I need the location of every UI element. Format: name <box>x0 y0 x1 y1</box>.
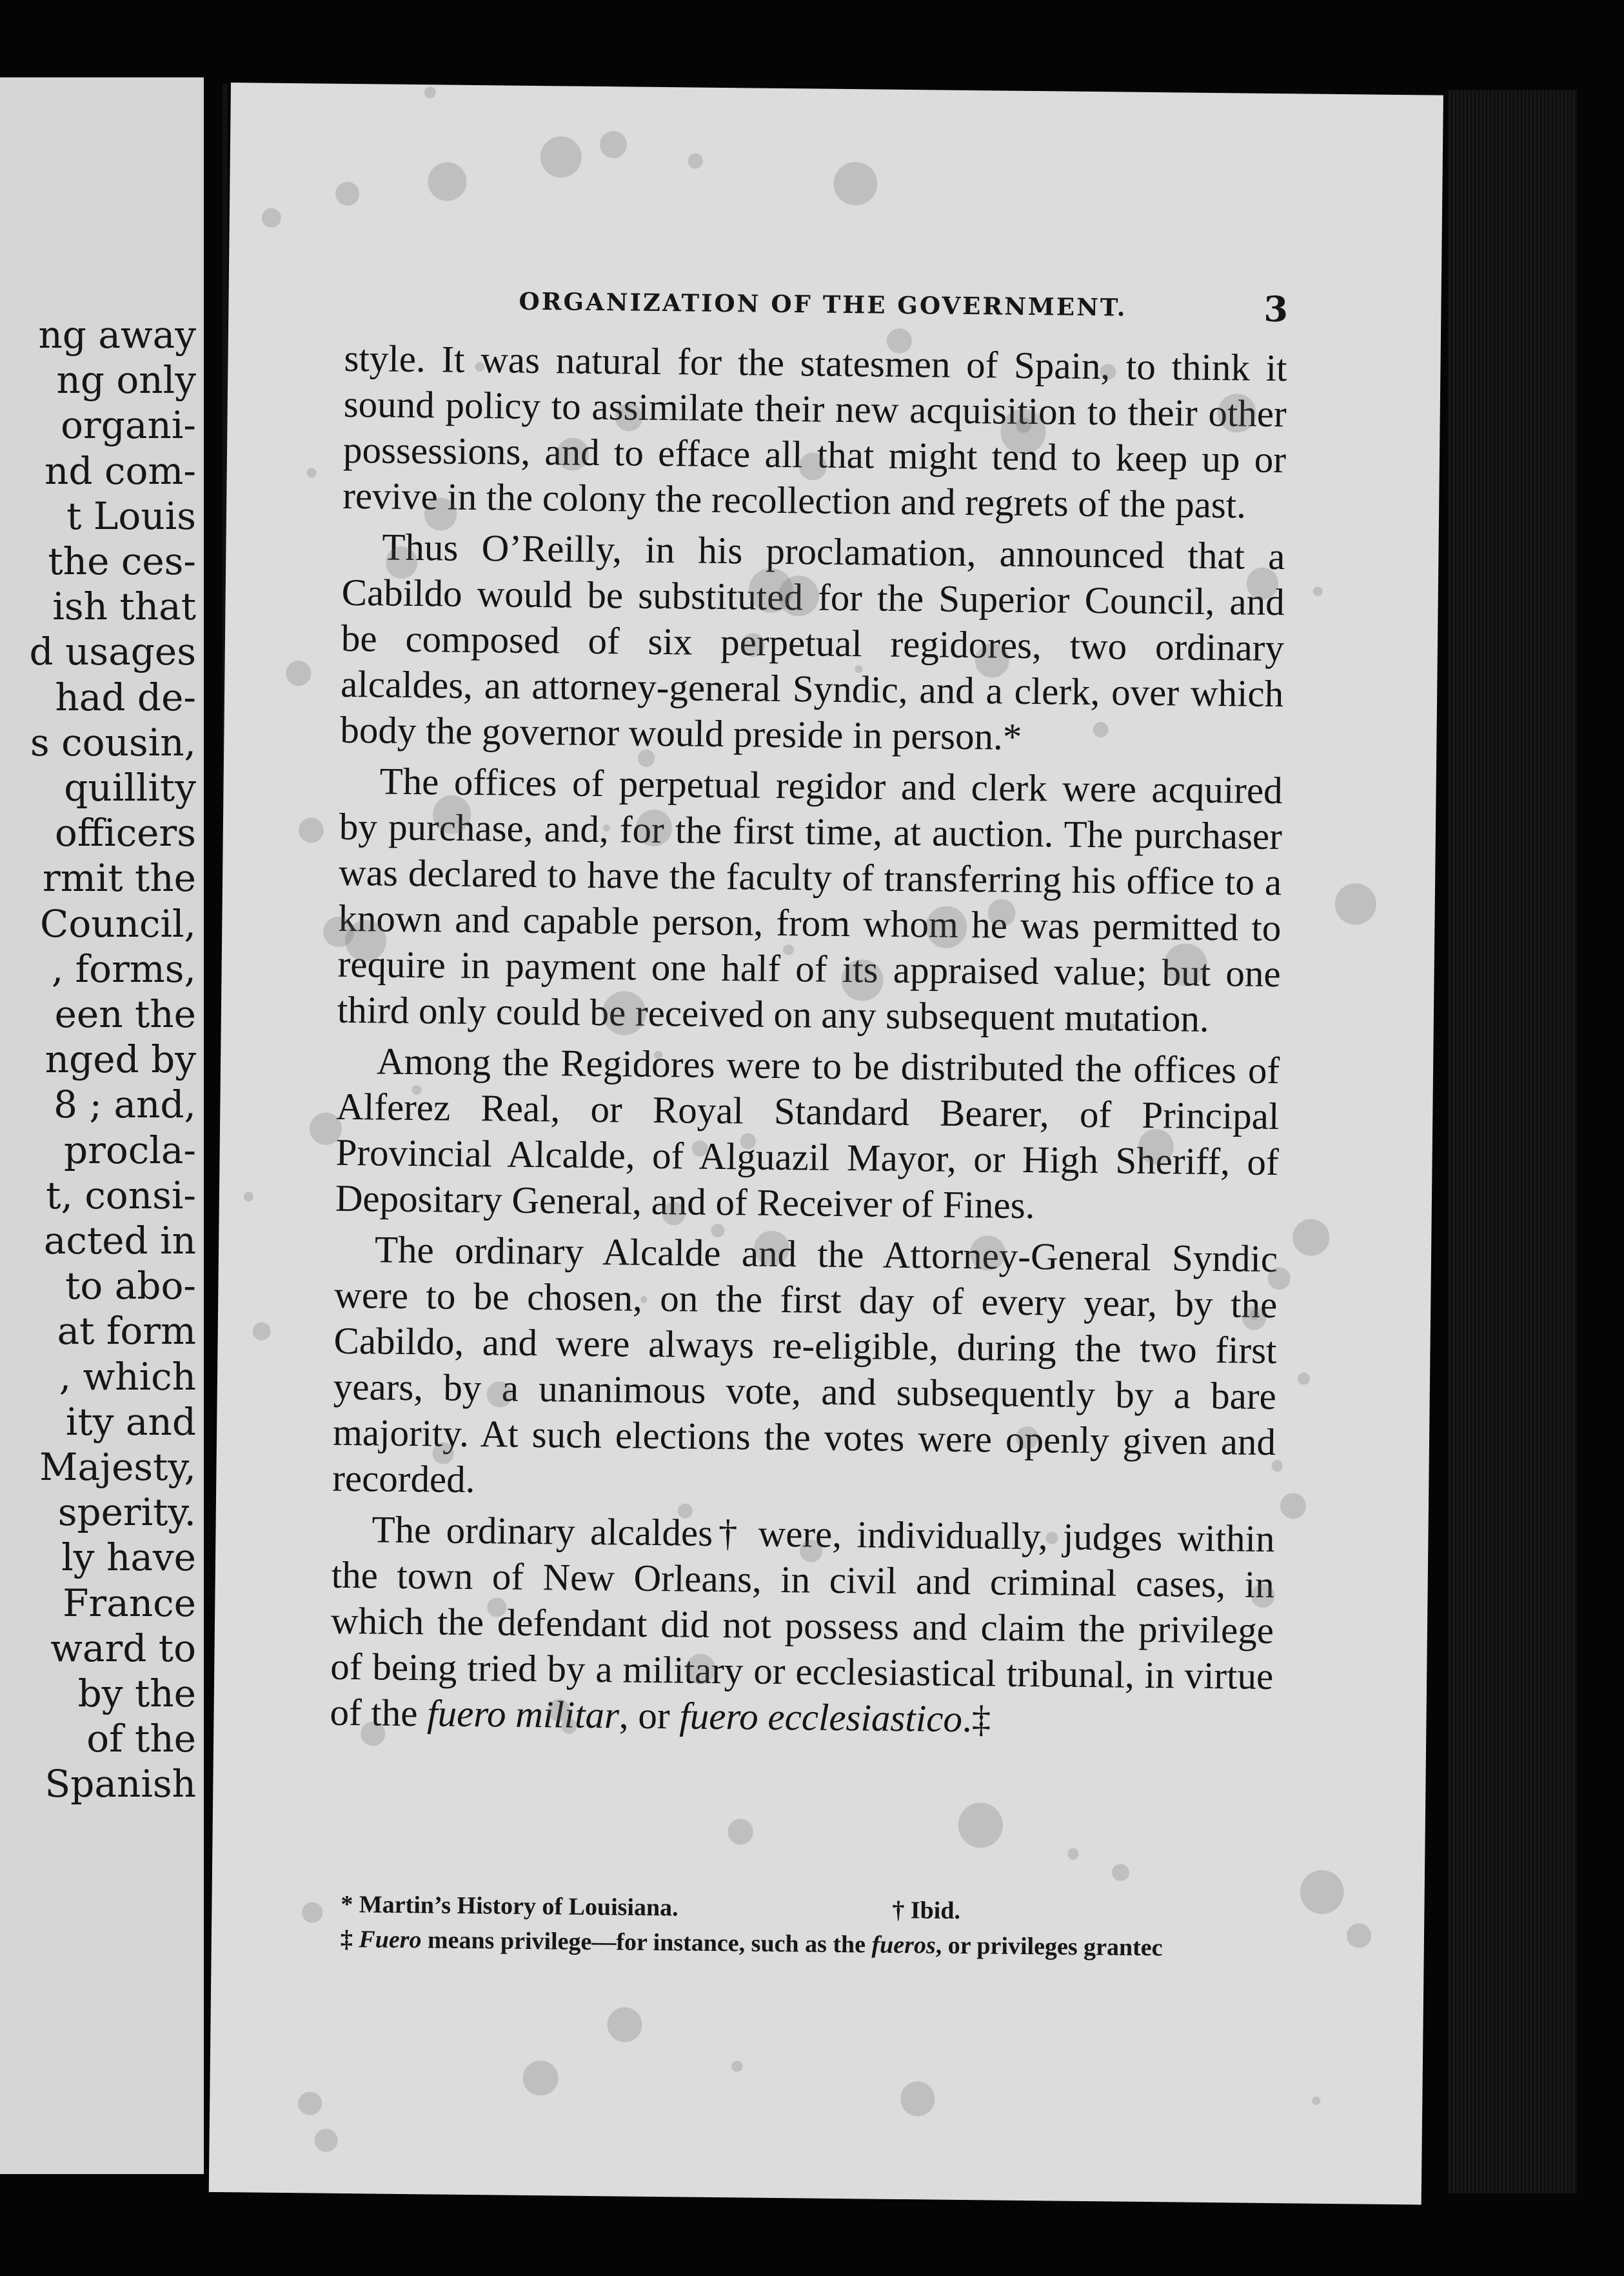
text: , or <box>619 1693 680 1737</box>
facing-page-line: ity and <box>65 1399 196 1444</box>
paper-speck <box>1335 883 1376 924</box>
italic-term: Fuero <box>359 1926 422 1954</box>
paper-speck <box>900 2081 935 2116</box>
facing-page-line: Majesty, <box>39 1445 196 1489</box>
paper-speck <box>783 944 794 955</box>
facing-page-line: s cousin, <box>30 720 196 764</box>
facing-page-line: at form <box>57 1309 196 1353</box>
facing-page-line: Spanish <box>45 1762 196 1806</box>
paper-speck <box>432 1442 454 1464</box>
paper-speck <box>1347 1923 1371 1948</box>
paper-speck <box>833 161 877 205</box>
paragraph: The offices of perpetual regidor and clerk were acquired by purchase, and, for the first time, at auction. The purchaser was declared to have the faculty of transferring his office to a known and capable person, from whom he was permitted to require in payment one half of its appraised value; but one third only could be received on any subsequent mutation. <box>337 759 1283 1040</box>
paper-speck <box>1045 1532 1058 1544</box>
paper-speck <box>307 468 317 478</box>
paper-speck <box>638 750 655 767</box>
footnote-ibid: † Ibid. <box>892 1896 961 1924</box>
facing-page-line: , which <box>59 1354 196 1399</box>
facing-page-line: of the <box>86 1717 196 1761</box>
paper-speck <box>1313 586 1323 596</box>
facing-page-line: the ces- <box>48 539 196 583</box>
paper-speck <box>252 1323 271 1341</box>
paper-speck <box>1100 364 1116 379</box>
facing-page-line: quillity <box>64 766 196 810</box>
paper-speck <box>731 2061 742 2072</box>
paper-speck <box>428 162 466 201</box>
paragraph: style. It was natural for the statesmen of Spain, to think it sound policy to assimilate their new acquisition to their other possessions, and to efface all that might tend to keep up or revive in the colony the recollection and regrets of the past. <box>342 336 1287 526</box>
paper-speck <box>958 1802 1003 1848</box>
paper-speck <box>1292 1219 1330 1257</box>
text: The ordinary alcaldes† were, individually, judges within the town of New Orleans, in civil and criminal cases, in which the defendant did not possess and claim the privilege of being tried by a military or ecclesiastical tribunal, in virtue of the <box>330 1508 1275 1735</box>
facing-page-line: ng only <box>56 358 196 403</box>
paper-speck <box>754 1230 789 1266</box>
facing-page-line: t, consi- <box>46 1173 196 1217</box>
paper-speck <box>1217 394 1256 432</box>
facing-page-line: t Louis <box>66 494 196 538</box>
paper-speck <box>361 1722 386 1747</box>
paragraph: Among the Regidores were to be distributed the offices of Alferez Real, or Royal Standard Bearer, of Principal Provincial Alcalde, of Alguazil Mayor, or High Sheriff, of Depositary General, and of Receiver of Fines. <box>335 1039 1280 1227</box>
paragraph: The ordinary Alcalde and the Attorney-General Syndic were to be chosen, on the first day of every year, by the Cabildo, and were always re-eligible, during the two first years, by a unanimous vote, and subsequently by a bare majority. At such elections the votes were openly given and recorded. <box>332 1228 1278 1501</box>
italic-term: fuero ecclesiastico <box>679 1694 963 1741</box>
paper-speck <box>310 1113 342 1145</box>
paper-speck <box>262 208 281 227</box>
paper-speck <box>1298 1372 1311 1385</box>
book-page-edges <box>1448 90 1577 2193</box>
paper-speck <box>841 959 883 1001</box>
facing-page-line: acted in <box>43 1219 196 1263</box>
paper-speck <box>424 86 435 98</box>
facing-page-line: had de- <box>55 675 196 719</box>
paper-speck <box>1109 1024 1116 1031</box>
facing-page-line: procla- <box>64 1128 196 1172</box>
paper-speck <box>1067 1848 1079 1860</box>
paper-speck <box>540 136 582 177</box>
paper-speck <box>678 1503 693 1518</box>
paper-speck <box>886 328 912 354</box>
text: means privilege—for instance, such as the <box>421 1926 872 1959</box>
paper-speck <box>557 438 589 471</box>
paper-speck <box>600 131 627 158</box>
facing-page-line: organi- <box>61 403 196 448</box>
facing-page-line: Council, <box>39 901 196 946</box>
facing-page-line: sperity. <box>57 1490 196 1535</box>
paper-speck <box>1272 1460 1283 1471</box>
paper-speck <box>1300 1870 1344 1915</box>
paper-speck <box>1280 1493 1305 1519</box>
paper-speck <box>523 2060 559 2095</box>
footnote-fuero <box>341 1926 1163 1961</box>
facing-page-line: , forms, <box>51 946 196 991</box>
paper-speck <box>688 154 704 169</box>
paper-speck <box>640 1296 648 1303</box>
text: .‡ <box>962 1697 991 1741</box>
facing-page-line: nd com- <box>45 448 196 493</box>
paper-speck <box>926 906 967 948</box>
body-text <box>330 335 1287 1750</box>
paper-speck <box>607 2007 642 2042</box>
facing-page-line: France <box>63 1581 196 1625</box>
facing-page-line: ward to <box>50 1626 196 1670</box>
paper-speck <box>691 1140 708 1156</box>
paper-speck <box>298 817 324 843</box>
facing-page-line: 8 ; and, <box>54 1083 196 1127</box>
paper-speck <box>345 920 387 962</box>
paragraph: Thus O’Reilly, in his proclamation, announced that a Cabildo would be substituted for the Superior Council, and be composed of six perpetual regidores, two ordinary alcaldes, an attorney-general Syndic, and a clerk, over which body the governor would preside in person.* <box>340 525 1285 758</box>
paper-speck <box>286 661 312 686</box>
paper-speck <box>487 1382 513 1408</box>
footnotes <box>341 1887 1270 1966</box>
facing-page-line: ly have <box>61 1535 196 1580</box>
paper-speck <box>602 992 646 1035</box>
facing-page-fragment <box>0 77 204 2174</box>
paper-speck <box>636 810 673 846</box>
paper-speck <box>662 1202 686 1226</box>
facing-page-line: nged by <box>45 1037 196 1082</box>
paper-speck <box>1251 1584 1274 1608</box>
paper-speck <box>855 665 863 673</box>
paper-speck <box>800 1539 822 1562</box>
paper-speck <box>561 1718 577 1733</box>
facing-page-line: ish that <box>52 584 196 629</box>
paper-speck <box>386 546 418 579</box>
paper-speck <box>1112 1864 1129 1881</box>
paper-speck <box>302 1902 323 1923</box>
italic-term: fueros <box>871 1931 936 1959</box>
paper-speck <box>654 1051 662 1059</box>
footnote-martin: * Martin’s History of Louisiana. <box>341 1890 678 1922</box>
paper-speck <box>314 2128 338 2152</box>
facing-page-line: d usages <box>29 630 196 674</box>
paper-speck <box>1312 2096 1320 2104</box>
text: , or privileges grantec <box>935 1932 1163 1962</box>
page-header <box>228 276 1441 341</box>
facing-page-line: by the <box>77 1672 196 1715</box>
paper-speck <box>1016 1426 1038 1449</box>
paper-speck <box>1093 722 1108 737</box>
facing-page-line: ng away <box>38 313 196 357</box>
facing-page-line: een the <box>54 992 196 1036</box>
paper-speck <box>728 1819 753 1844</box>
paper-speck <box>335 182 359 206</box>
italic-term: fuero militar <box>426 1692 620 1737</box>
page-number: 3 <box>1263 288 1289 330</box>
facing-page-line: officers <box>55 811 196 855</box>
facing-page-line: rmit the <box>42 856 196 901</box>
running-head: ORGANIZATION OF THE GOVERNMENT. <box>519 286 1127 322</box>
paper-speck <box>244 1192 253 1201</box>
paper-speck <box>1268 1267 1291 1290</box>
paper-speck <box>1164 943 1207 986</box>
paragraph-last <box>330 1506 1275 1745</box>
facing-page-line: to abo- <box>65 1264 196 1308</box>
book-page <box>209 83 1443 2205</box>
paper-speck <box>1000 409 1045 454</box>
text: ‡ <box>340 1925 359 1953</box>
paper-speck <box>740 633 764 657</box>
paper-speck <box>686 1654 716 1684</box>
paper-speck <box>298 2091 322 2115</box>
